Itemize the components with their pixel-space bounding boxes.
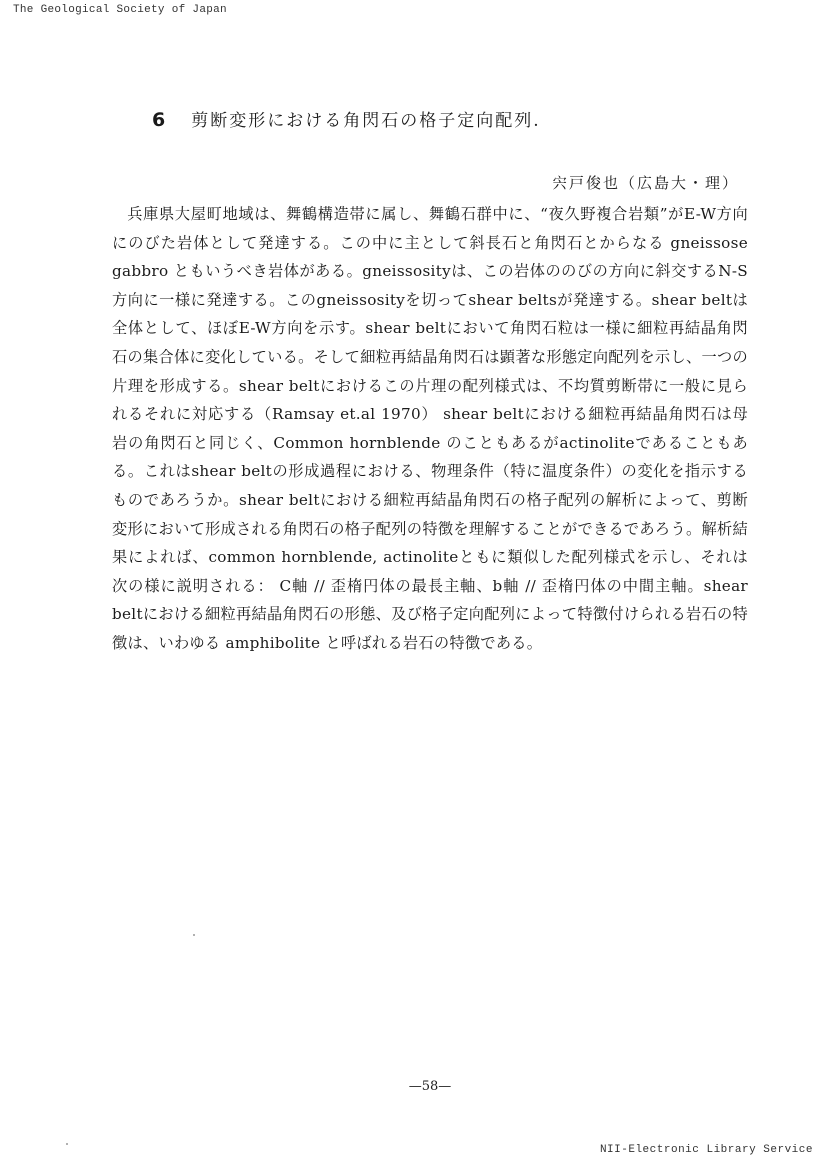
article-number: 6	[152, 109, 166, 131]
scan-speck	[193, 934, 195, 936]
article-heading	[152, 106, 541, 131]
abstract-body: 兵庫県大屋町地域は、舞鶴構造帯に属し、舞鶴石群中に、“夜久野複合岩類”がE-W方向にのびた岩体として発達する。この中に主として斜長石と角閃石とからなる gneissose gabbro ともいうべき岩体がある。gneissosityは、この岩体ののびの方向に斜交するN-S方向に一様に発達する。このgneissosityを切ってshear beltsが発達する。shear beltは全体として、ほぼE-W方向を示す。shear beltにおいて角閃石粒は一様に細粒再結晶角閃石の集合体に変化している。そして細粒再結晶角閃石は顕著な形態定向配列を示し、一つの片理を形成する。shear beltにおけるこの片理の配列様式は、不均質剪断帯に一般に見られるそれに対応する（Ramsay et.al 1970） shear beltにおける細粒再結晶角閃石は母岩の角閃石と同じく、Common hornblende のこともあるがactinoliteであることもある。これはshear beltの形成過程における、物理条件（特に温度条件）の変化を指示するものであろうか。shear beltにおける細粒再結晶角閃石の格子配列の解析によって、剪断変形において形成される角閃石の格子配列の特徴を理解することができるであろう。解析結果によれば、common hornblende, actinoliteともに類似した配列様式を示し、それは次の様に説明される： C軸 // 歪楕円体の最長主軸、b軸 // 歪楕円体の中間主軸。shear beltにおける細粒再結晶角閃石の形態、及び格子定向配列によって特徴付けられる岩石の特徴は、いわゆる amphibolite と呼ばれる岩石の特徴である。	[112, 205, 748, 652]
scan-speck	[66, 1143, 68, 1145]
page-number: —58—	[408, 1079, 452, 1094]
header-society-name: The Geological Society of Japan	[13, 4, 227, 16]
author-affiliation: 宍戸俊也（広島大・理）	[551, 174, 739, 192]
article-title: 剪断変形における角閃石の格子定向配列.	[191, 111, 541, 131]
footer-service-name: NII-Electronic Library Service	[599, 1144, 813, 1156]
